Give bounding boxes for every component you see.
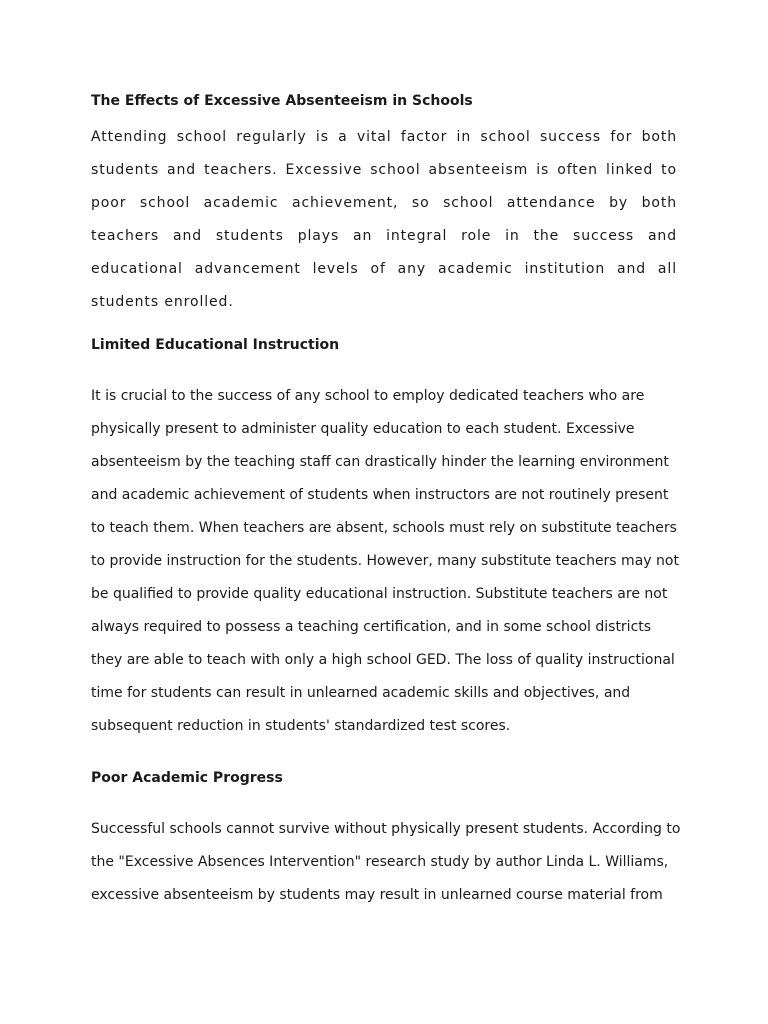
document-title: The Effects of Excessive Absenteeism in Schools bbox=[91, 93, 473, 109]
paragraph-line: excessive absenteeism by students may result in unlearned course material from bbox=[91, 887, 663, 903]
section-heading-limited-instruction: Limited Educational Instruction bbox=[91, 337, 340, 353]
paragraph-line: Successful schools cannot survive without physically present students. According to bbox=[91, 821, 681, 837]
paragraph-line: It is crucial to the success of any school to employ dedicated teachers who are bbox=[91, 388, 645, 404]
paragraph-line: and academic achievement of students when instructors are not routinely present bbox=[91, 487, 669, 503]
intro-paragraph: Attending school regularly is a vital factor in school success for both students and teachers. Excessive school absenteeism is often linked to poor school academic achievement, so school attendance by both teachers and students plays an integral role in the success and educational advancement levels of any academic institution and all students enrolled. bbox=[91, 129, 677, 310]
paragraph-line: absenteeism by the teaching staff can drastically hinder the learning environment bbox=[91, 454, 669, 470]
section-paragraph-limited-instruction bbox=[91, 380, 677, 743]
paragraph-line: time for students can result in unlearned academic skills and objectives, and bbox=[91, 685, 631, 701]
paragraph-line: subsequent reduction in students' standardized test scores. bbox=[91, 718, 511, 734]
paragraph-line: physically present to administer quality education to each student. Excessive bbox=[91, 421, 635, 437]
paragraph-line: the "Excessive Absences Intervention" research study by author Linda L. Williams, bbox=[91, 854, 669, 870]
section-paragraph-poor-progress bbox=[91, 813, 681, 912]
paragraph-line: be qualified to provide quality educational instruction. Substitute teachers are not bbox=[91, 586, 668, 602]
paragraph-line: to provide instruction for the students. However, many substitute teachers may not bbox=[91, 553, 679, 569]
section-heading-poor-progress: Poor Academic Progress bbox=[91, 770, 283, 786]
paragraph-line: to teach them. When teachers are absent, schools must rely on substitute teachers bbox=[91, 520, 677, 536]
paragraph-line: they are able to teach with only a high school GED. The loss of quality instructional bbox=[91, 652, 675, 668]
paragraph-line: always required to possess a teaching certification, and in some school districts bbox=[91, 619, 652, 635]
